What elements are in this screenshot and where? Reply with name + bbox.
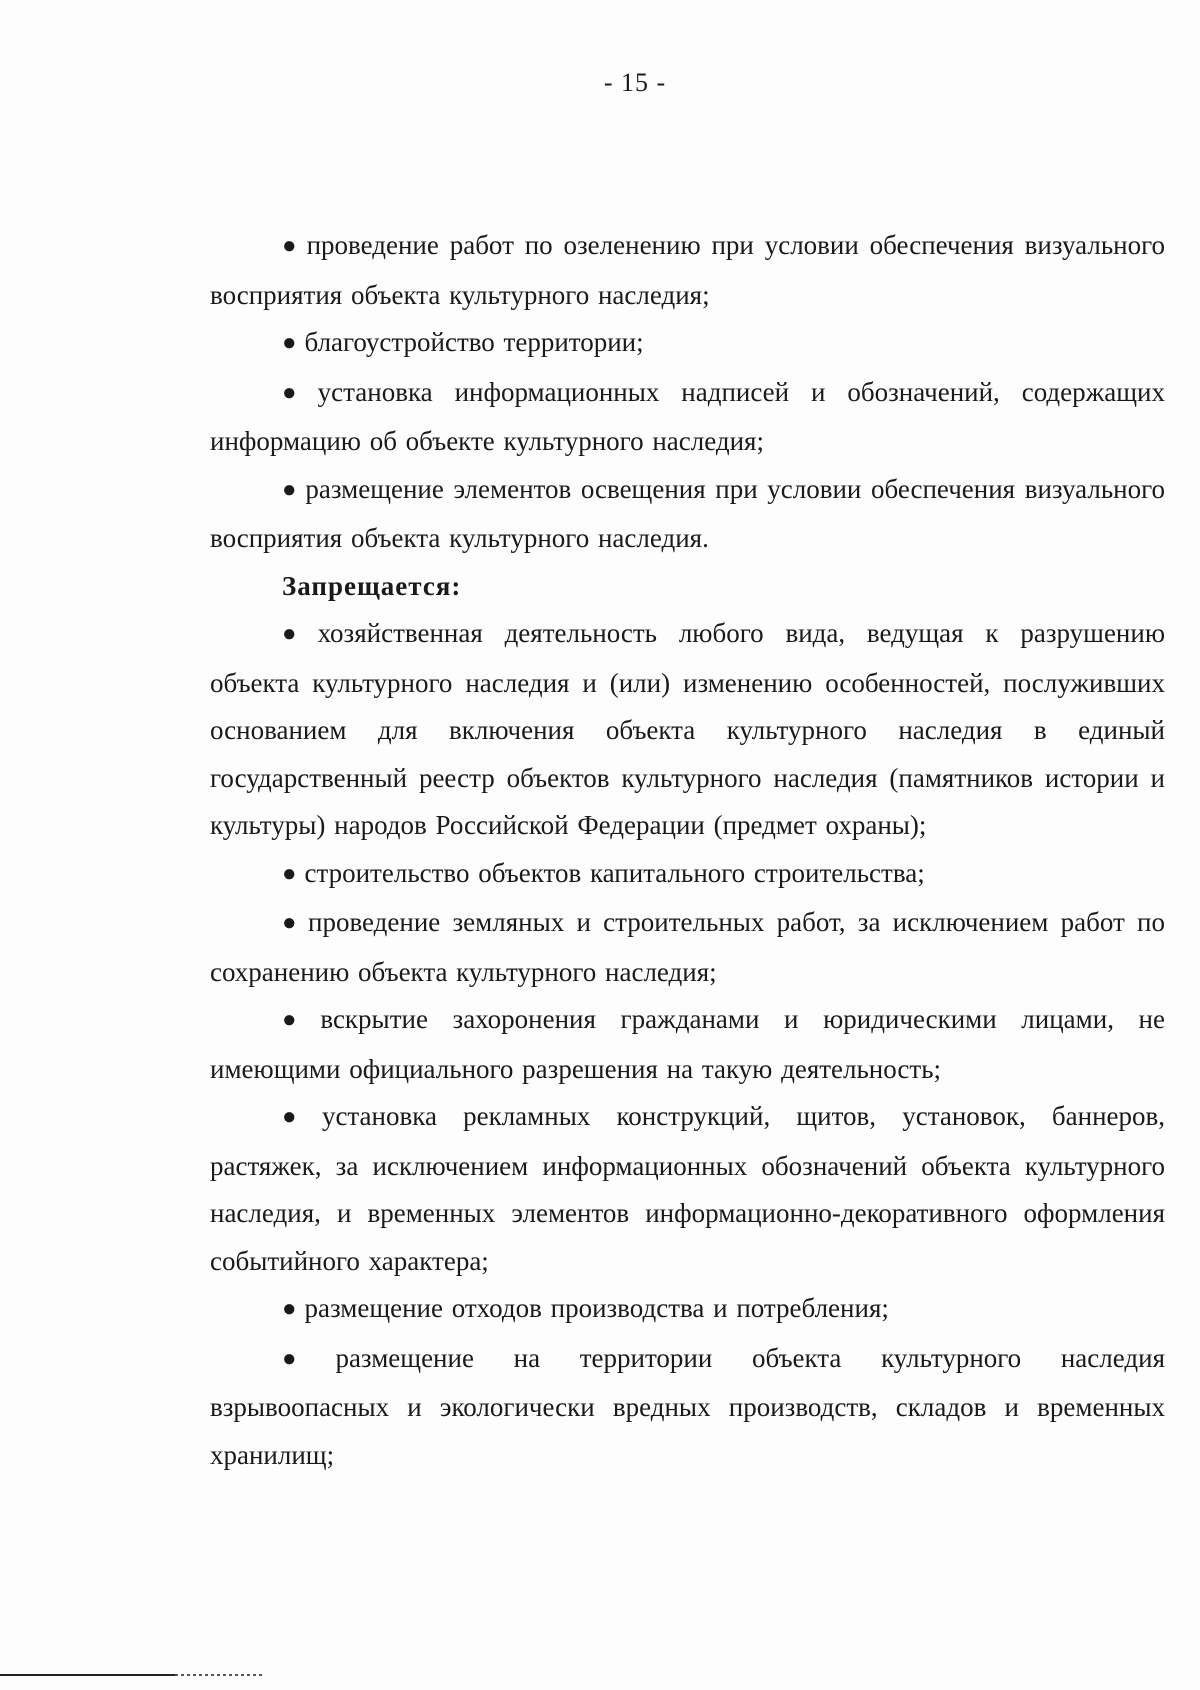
page-number: - 15 - xyxy=(603,68,667,97)
bullet-icon: ● xyxy=(282,1007,313,1033)
list-item xyxy=(210,466,1165,563)
list-item-text: проведение земляных и строительных работ, за исключением работ по сохранению объекта культурного наследия; xyxy=(210,907,1165,987)
list-item-text: проведение работ по озеленению при условии обеспечения визуального восприятия объекта культурного наследия; xyxy=(210,230,1165,310)
list-item xyxy=(210,996,1165,1093)
list-item xyxy=(210,1093,1165,1285)
bullet-icon: ● xyxy=(282,233,299,259)
list-item-text: благоустройство территории; xyxy=(304,327,644,357)
list-item-text: установка информационных надписей и обозначений, содержащих информацию об объекте культурного наследия; xyxy=(210,376,1166,456)
list-item xyxy=(210,1335,1165,1480)
footer-rule xyxy=(0,1674,175,1676)
list-item-text: размещение на территории объекта культурного наследия взрывоопасных и экологически вредных производств, складов и временных хранилищ; xyxy=(210,1342,1165,1470)
bullet-icon: ● xyxy=(282,1104,314,1130)
list-item-text: вскрытие захоронения гражданами и юридическими лицами, не имеющими официального разрешения на такую деятельность; xyxy=(210,1004,1165,1084)
list-item xyxy=(210,610,1165,850)
list-item xyxy=(210,369,1165,466)
bullet-icon: ● xyxy=(282,1296,297,1322)
list-item-text: размещение отходов производства и потребления; xyxy=(304,1293,889,1323)
bullet-icon: ● xyxy=(282,1345,328,1372)
list-item xyxy=(210,1285,1165,1335)
list-item xyxy=(210,319,1165,369)
bullet-icon: ● xyxy=(282,379,310,406)
bullet-icon: ● xyxy=(282,476,298,503)
document-body xyxy=(210,222,1165,1479)
list-item-text: хозяйственная деятельность любого вида, ведущая к разрушению объекта культурного наследия и (или) изменению особенностей, послуживших основанием для включения объекта культурного наследия в единый государственный реестр объектов культурного наследия (памятников истории и культуры) народов Российской Федерации (предмет охраны); xyxy=(210,618,1165,840)
bullet-icon: ● xyxy=(282,330,297,356)
list-item xyxy=(210,899,1165,996)
footer-rule-dotted xyxy=(175,1674,265,1676)
list-item-text: строительство объектов капитального строительства; xyxy=(304,857,925,888)
bullet-icon: ● xyxy=(282,910,300,936)
list-item xyxy=(210,222,1165,319)
section-heading: Запрещается: xyxy=(282,570,462,601)
list-item-text: размещение элементов освещения при условии обеспечения визуального восприятия объекта культурного наследия. xyxy=(210,473,1165,553)
bullet-icon: ● xyxy=(282,860,297,887)
list-item-text: установка рекламных конструкций, щитов, установок, баннеров, растяжек, за исключением информационных обозначений объекта культурного наследия, и временных элементов информационно-декоративного оформления событийного характера; xyxy=(210,1101,1166,1276)
bullet-icon: ● xyxy=(282,621,310,647)
list-item xyxy=(210,850,1165,900)
